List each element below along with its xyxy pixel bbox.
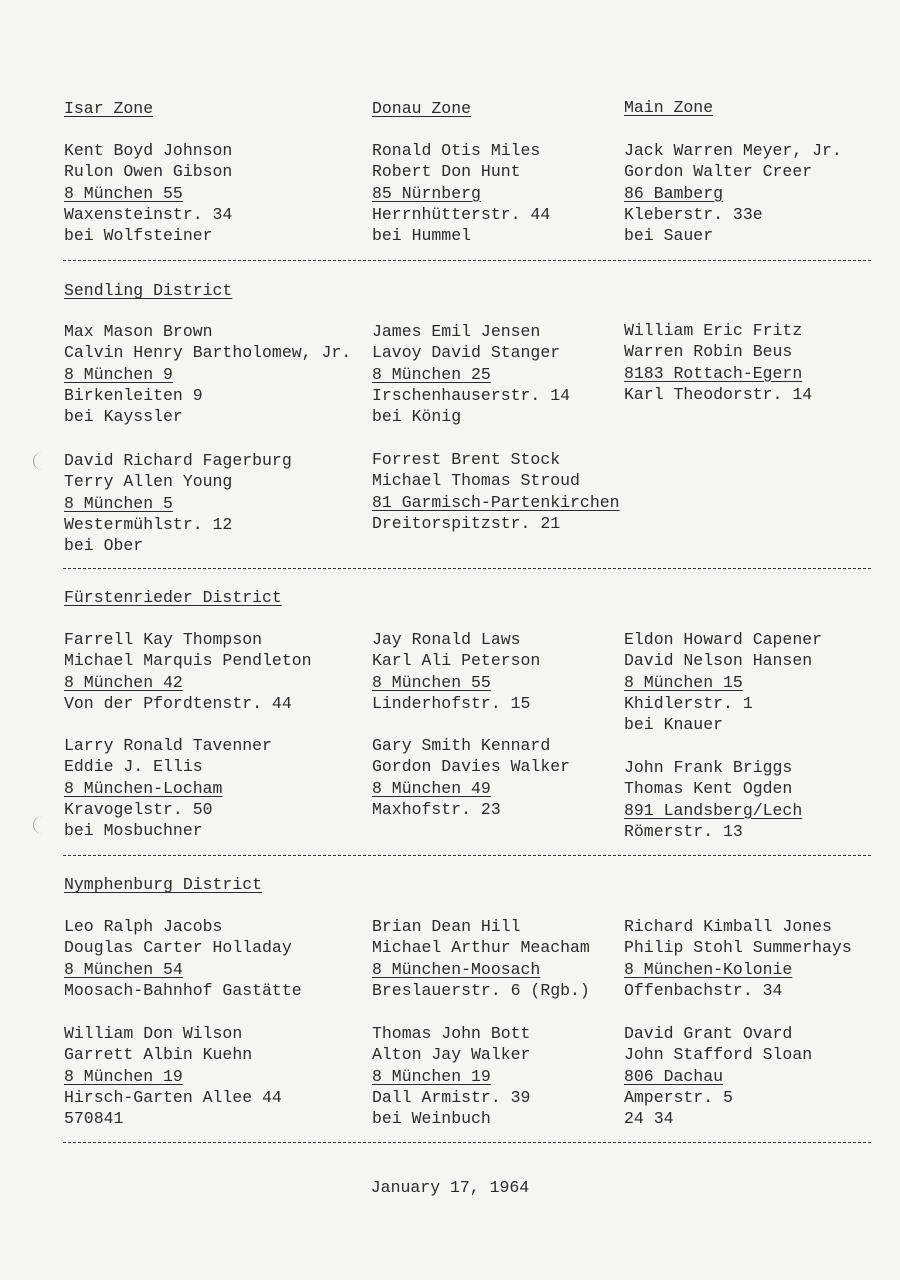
name-line: Philip Stohl Summerhays bbox=[624, 938, 852, 958]
address-line: Maxhofstr. 23 bbox=[372, 799, 501, 819]
address-entry bbox=[64, 450, 364, 556]
city-line: 8 München 54 bbox=[64, 959, 183, 979]
section-divider bbox=[63, 855, 871, 856]
zone-heading: Main Zone bbox=[624, 98, 714, 117]
name-line: Alton Jay Walker bbox=[372, 1045, 531, 1065]
district-heading: Nymphenburg District bbox=[64, 875, 263, 894]
name-line: Michael Thomas Stroud bbox=[372, 471, 580, 491]
city-line: 8 München-Moosach bbox=[372, 959, 541, 979]
address-entry bbox=[624, 629, 900, 735]
name-line: Garrett Albin Kuehn bbox=[64, 1045, 253, 1065]
name-line: Rulon Owen Gibson bbox=[64, 162, 233, 182]
address-line: bei Sauer bbox=[624, 226, 714, 246]
name-line: Richard Kimball Jones bbox=[624, 917, 832, 936]
name-line: Eldon Howard Capener bbox=[624, 630, 823, 649]
name-line: Warren Robin Beus bbox=[624, 342, 793, 362]
name-line: William Eric Fritz bbox=[624, 321, 803, 340]
name-line: Robert Don Hunt bbox=[372, 162, 521, 182]
address-line: Herrnhütterstr. 44 bbox=[372, 204, 551, 224]
name-line: Jay Ronald Laws bbox=[372, 630, 521, 649]
address-line: 570841 bbox=[64, 1109, 124, 1129]
name-line: Brian Dean Hill bbox=[372, 917, 521, 936]
address-line: bei Mosbuchner bbox=[64, 821, 203, 841]
city-line: 8 München 15 bbox=[624, 672, 743, 692]
address-entry bbox=[64, 321, 364, 427]
city-line: 8 München-Locham bbox=[64, 778, 223, 798]
name-line: Farrell Kay Thompson bbox=[64, 630, 263, 649]
address-line: Hirsch-Garten Allee 44 bbox=[64, 1087, 282, 1107]
name-line: Thomas Kent Ogden bbox=[624, 779, 793, 799]
address-entry bbox=[64, 629, 364, 714]
name-line: David Grant Ovard bbox=[624, 1024, 793, 1043]
city-line: 806 Dachau bbox=[624, 1066, 724, 1086]
address-line: bei Weinbuch bbox=[372, 1109, 491, 1129]
city-line: 891 Landsberg/Lech bbox=[624, 800, 803, 820]
city-line: 8 München 9 bbox=[64, 364, 173, 384]
address-line: bei Hummel bbox=[372, 226, 472, 246]
zone-heading: Donau Zone bbox=[372, 99, 472, 118]
city-line: 8 München 49 bbox=[372, 778, 491, 798]
name-line: Lavoy David Stanger bbox=[372, 343, 561, 363]
name-line: Larry Ronald Tavenner bbox=[64, 736, 272, 755]
city-line: 8 München 19 bbox=[64, 1066, 183, 1086]
address-line: Karl Theodorstr. 14 bbox=[624, 384, 813, 404]
address-entry bbox=[624, 757, 900, 842]
name-line: Leo Ralph Jacobs bbox=[64, 917, 223, 936]
address-line: Moosach-Bahnhof Gastätte bbox=[64, 980, 302, 1000]
address-entry bbox=[624, 320, 900, 405]
name-line: Douglas Carter Holladay bbox=[64, 938, 292, 958]
name-line: John Stafford Sloan bbox=[624, 1045, 813, 1065]
city-line: 8 München 5 bbox=[64, 493, 173, 513]
name-line: David Nelson Hansen bbox=[624, 651, 813, 671]
name-line: Kent Boyd Johnson bbox=[64, 141, 233, 160]
district-heading: Sendling District bbox=[64, 281, 233, 300]
address-line: Offenbachstr. 34 bbox=[624, 980, 783, 1000]
name-line: Eddie J. Ellis bbox=[64, 757, 203, 777]
address-line: bei Knauer bbox=[624, 715, 724, 735]
city-line: 8 München 42 bbox=[64, 672, 183, 692]
name-line: Michael Arthur Meacham bbox=[372, 938, 590, 958]
address-entry bbox=[64, 1023, 364, 1129]
section-divider bbox=[63, 1142, 871, 1143]
address-line: Linderhofstr. 15 bbox=[372, 693, 531, 713]
address-line: Waxensteinstr. 34 bbox=[64, 204, 233, 224]
address-line: Breslauerstr. 6 (Rgb.) bbox=[372, 980, 590, 1000]
address-line: bei Ober bbox=[64, 536, 144, 556]
name-line: Karl Ali Peterson bbox=[372, 651, 541, 671]
address-line: Kravogelstr. 50 bbox=[64, 799, 213, 819]
address-line: bei Kayssler bbox=[64, 407, 183, 427]
name-line: Thomas John Bott bbox=[372, 1024, 531, 1043]
city-line: 8 München 19 bbox=[372, 1066, 491, 1086]
address-line: Von der Pfordtenstr. 44 bbox=[64, 693, 292, 713]
city-line: 8 München-Kolonie bbox=[624, 959, 793, 979]
address-line: Irschenhauserstr. 14 bbox=[372, 385, 571, 405]
section-divider bbox=[63, 568, 871, 569]
name-line: Terry Allen Young bbox=[64, 472, 233, 492]
address-line: Dreitorspitzstr. 21 bbox=[372, 513, 561, 533]
city-line: 8 München 55 bbox=[372, 672, 491, 692]
margin-mark bbox=[33, 452, 52, 470]
name-line: Gary Smith Kennard bbox=[372, 736, 551, 755]
name-line: Calvin Henry Bartholomew, Jr. bbox=[64, 343, 352, 363]
address-line: Kleberstr. 33e bbox=[624, 204, 763, 224]
name-line: Ronald Otis Miles bbox=[372, 141, 541, 160]
address-entry bbox=[624, 916, 900, 1001]
document-date: January 17, 1964 bbox=[370, 1178, 530, 1197]
city-line: 8183 Rottach-Egern bbox=[624, 363, 803, 383]
address-line: bei Wolfsteiner bbox=[64, 226, 213, 246]
address-line: Amperstr. 5 bbox=[624, 1087, 733, 1107]
address-entry bbox=[64, 735, 364, 841]
city-line: 81 Garmisch-Partenkirchen bbox=[372, 492, 620, 512]
name-line: David Richard Fagerburg bbox=[64, 451, 292, 470]
name-line: Max Mason Brown bbox=[64, 322, 213, 341]
address-entry bbox=[64, 140, 364, 246]
city-line: 85 Nürnberg bbox=[372, 183, 481, 203]
address-entry bbox=[624, 1023, 900, 1129]
address-line: Westermühlstr. 12 bbox=[64, 514, 233, 534]
name-line: Michael Marquis Pendleton bbox=[64, 651, 312, 671]
address-entry bbox=[64, 916, 364, 1001]
name-line: Forrest Brent Stock bbox=[372, 450, 561, 469]
name-line: James Emil Jensen bbox=[372, 322, 541, 341]
city-line: 86 Bamberg bbox=[624, 183, 724, 203]
address-line: Birkenleiten 9 bbox=[64, 385, 203, 405]
city-line: 8 München 55 bbox=[64, 183, 183, 203]
margin-mark bbox=[33, 816, 52, 834]
address-line: Römerstr. 13 bbox=[624, 821, 743, 841]
section-divider bbox=[63, 260, 871, 261]
address-line: Dall Armistr. 39 bbox=[372, 1087, 531, 1107]
name-line: Gordon Davies Walker bbox=[372, 757, 571, 777]
name-line: Gordon Walter Creer bbox=[624, 162, 813, 182]
address-line: 24 34 bbox=[624, 1109, 674, 1129]
name-line: John Frank Briggs bbox=[624, 758, 793, 777]
address-entry bbox=[372, 449, 672, 534]
name-line: Jack Warren Meyer, Jr. bbox=[624, 141, 842, 160]
address-entry bbox=[624, 140, 900, 246]
name-line: William Don Wilson bbox=[64, 1024, 243, 1043]
address-line: Khidlerstr. 1 bbox=[624, 693, 753, 713]
address-line: bei König bbox=[372, 407, 462, 427]
district-heading: Fürstenrieder District bbox=[64, 588, 282, 607]
city-line: 8 München 25 bbox=[372, 364, 491, 384]
zone-heading: Isar Zone bbox=[64, 99, 154, 118]
